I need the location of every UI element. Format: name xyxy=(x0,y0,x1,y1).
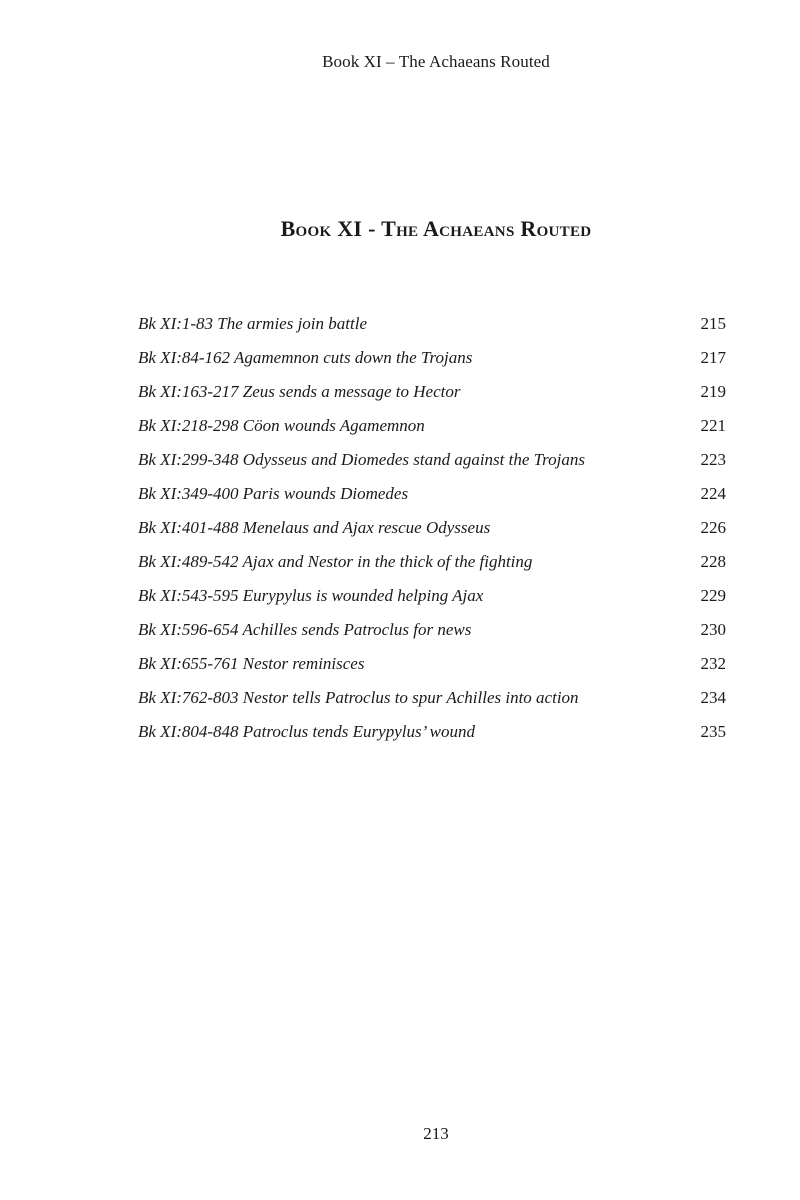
toc-entry[interactable] xyxy=(138,722,726,756)
toc-entry-page: 229 xyxy=(700,586,726,605)
toc-entry-page: 223 xyxy=(700,450,726,469)
toc-entry[interactable] xyxy=(138,382,726,416)
chapter-title xyxy=(0,216,800,242)
toc-entry-title: Bk XI:349-400 Paris wounds Diomedes xyxy=(138,484,409,503)
toc-entry[interactable] xyxy=(138,484,726,518)
toc-entry[interactable] xyxy=(138,620,726,654)
toc-entry-title: Bk XI:1-83 The armies join battle xyxy=(138,314,367,333)
chapter-title-text: Book XI - The Achaeans Routed xyxy=(280,216,592,241)
toc-entry[interactable] xyxy=(138,348,726,382)
toc-entry-title: Bk XI:489-542 Ajax and Nestor in the thick of the fighting xyxy=(138,552,533,571)
toc-entry-page: 235 xyxy=(700,722,726,741)
toc-entry-page: 217 xyxy=(700,348,726,367)
toc-entry-title: Bk XI:543-595 Eurypylus is wounded helping Ajax xyxy=(138,586,484,605)
toc-entry[interactable] xyxy=(138,314,726,348)
toc-entry-title: Bk XI:299-348 Odysseus and Diomedes stand against the Trojans xyxy=(138,450,586,469)
toc-entry-title: Bk XI:401-488 Menelaus and Ajax rescue Odysseus xyxy=(138,518,491,537)
toc-entry[interactable] xyxy=(138,552,726,586)
toc-entry-page: 230 xyxy=(700,620,726,639)
toc-entry[interactable] xyxy=(138,416,726,450)
toc-entry-title: Bk XI:596-654 Achilles sends Patroclus for news xyxy=(138,620,472,639)
toc-entry-title: Bk XI:163-217 Zeus sends a message to Hector xyxy=(138,382,461,401)
toc-entry[interactable] xyxy=(138,654,726,688)
toc-entry-page: 234 xyxy=(700,688,726,707)
toc-entry-title: Bk XI:655-761 Nestor reminisces xyxy=(138,654,365,673)
toc-entry-page: 228 xyxy=(700,552,726,571)
toc-entry-title: Bk XI:804-848 Patroclus tends Eurypylus’ wound xyxy=(138,722,475,741)
toc-entry[interactable] xyxy=(138,450,726,484)
page-number xyxy=(0,1124,800,1144)
toc-entry-title: Bk XI:218-298 Cöon wounds Agamemnon xyxy=(138,416,425,435)
toc-entry-title: Bk XI:762-803 Nestor tells Patroclus to spur Achilles into action xyxy=(138,688,579,707)
toc-entry-page: 215 xyxy=(700,314,726,333)
toc-entry[interactable] xyxy=(138,688,726,722)
table-of-contents xyxy=(138,314,726,756)
toc-entry[interactable] xyxy=(138,586,726,620)
toc-entry-page: 226 xyxy=(700,518,726,537)
toc-entry-page: 232 xyxy=(700,654,726,673)
toc-entry-page: 219 xyxy=(700,382,726,401)
toc-entry-page: 221 xyxy=(700,416,726,435)
toc-entry[interactable] xyxy=(138,518,726,552)
page-number-text: 213 xyxy=(423,1124,449,1143)
running-header-text: Book XI – The Achaeans Routed xyxy=(322,52,550,71)
running-header xyxy=(0,52,800,72)
toc-entry-title: Bk XI:84-162 Agamemnon cuts down the Trojans xyxy=(138,348,473,367)
toc-entry-page: 224 xyxy=(700,484,726,503)
